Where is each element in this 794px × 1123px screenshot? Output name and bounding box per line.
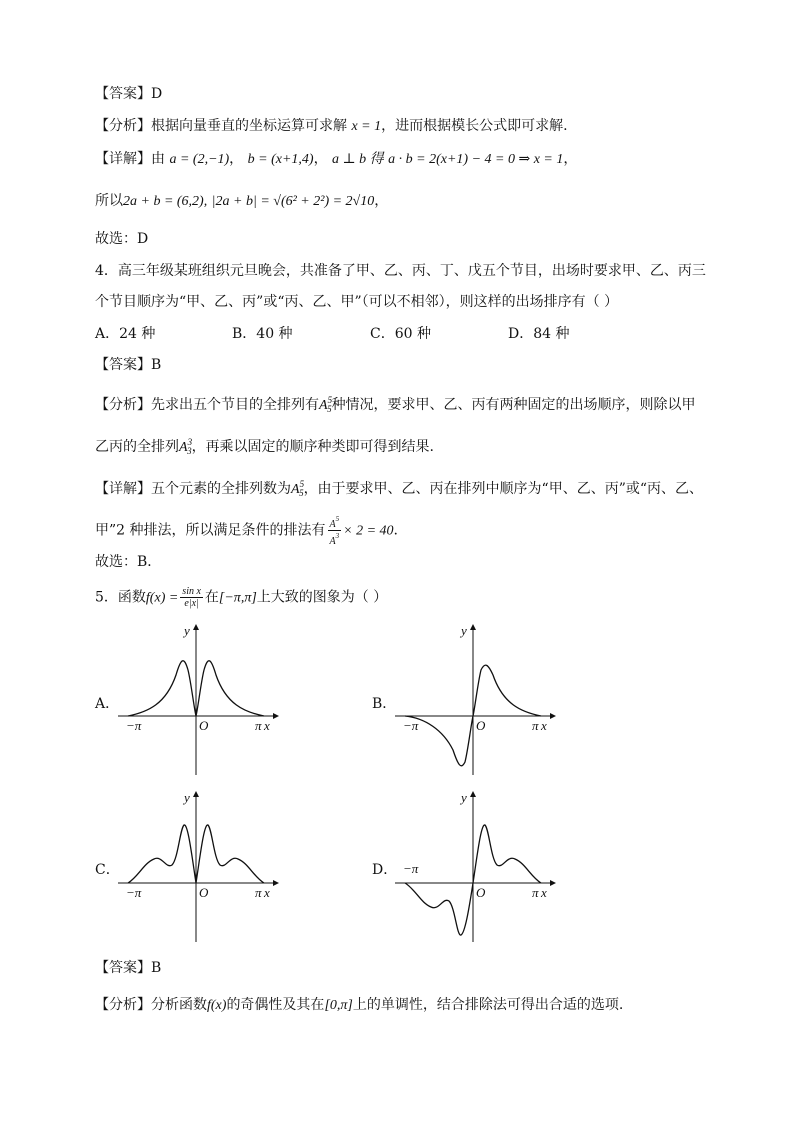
q4-detail-line-2: 甲”2 种排法，所以满足条件的排法有 $\frac{A^5}{A^3}$ × 2 = 40. bbox=[95, 515, 398, 547]
pi-label: π bbox=[255, 718, 262, 733]
graph-d bbox=[395, 787, 565, 951]
y-label: y bbox=[184, 623, 190, 638]
pi-label: π bbox=[532, 885, 539, 900]
graph-c bbox=[118, 787, 288, 951]
neg-pi-label: −π bbox=[126, 718, 142, 733]
origin-label: O bbox=[476, 718, 486, 733]
vector-a-definition: a = (2,−1) bbox=[169, 152, 230, 167]
q5-stem-text-2: 在 bbox=[204, 589, 219, 606]
x-label: x bbox=[264, 718, 270, 733]
analysis-text: 根据向量垂直的坐标运算可求解 bbox=[151, 118, 347, 134]
detail-text: 由 bbox=[151, 151, 165, 167]
q4-option-d: D．84 种 bbox=[508, 326, 570, 342]
q4-detail-line-1 bbox=[95, 474, 703, 503]
q3-detail-line: 【详解】由 a = (2,−1)， b = (x+1,4)， a ⊥ b 得 a · b = 2(x+1) − 4 = 0 ⇒ x = 1， bbox=[95, 151, 578, 167]
answer-tag: 【答案】 bbox=[95, 86, 151, 102]
analysis-text-2-end: ，再乘以固定的顺序种类即可得到结果. bbox=[191, 439, 435, 455]
q3-answer-line bbox=[95, 84, 162, 104]
answer-value: B bbox=[151, 960, 162, 976]
perm-fraction: $\frac{A^5}{A^3}$ bbox=[329, 515, 340, 547]
q5-analysis-line bbox=[95, 995, 623, 1016]
q5-stem-text: 5．函数 bbox=[95, 589, 146, 606]
detail-result: × 2 = 40 bbox=[343, 523, 394, 539]
q5-stem-text-3: 上大致的图象为（ ） bbox=[256, 589, 388, 606]
y-label: y bbox=[461, 623, 467, 638]
answer-tag: 【答案】 bbox=[95, 357, 151, 373]
graph-label-c: C． bbox=[95, 862, 120, 878]
neg-pi-label: −π bbox=[403, 718, 419, 733]
origin-label: O bbox=[199, 885, 209, 900]
analysis-text-3: 上的单调性，结合排除法可得出合适的选项. bbox=[352, 997, 624, 1013]
vector-b-definition: b = (x+1,4) bbox=[247, 152, 314, 167]
answer-value: D bbox=[151, 86, 163, 102]
analysis-tag: 【分析】 bbox=[95, 997, 151, 1013]
analysis-interval: [0,π] bbox=[324, 998, 353, 1013]
q4-option-a: A．24 种 bbox=[95, 326, 156, 342]
q3-conclusion: 故选：D bbox=[95, 231, 149, 247]
graph-b bbox=[395, 620, 565, 784]
detail-text: 五个元素的全排列数为 bbox=[151, 481, 291, 497]
q4-analysis-line-1 bbox=[95, 390, 696, 419]
function-fraction: $\frac{\text{sin x}}{e|x|}$ bbox=[182, 586, 201, 609]
analysis-tag: 【分析】 bbox=[95, 118, 151, 134]
graph-label-a: A． bbox=[95, 696, 120, 712]
modulus-text: 所以 bbox=[95, 193, 123, 209]
q4-conclusion: 故选：B． bbox=[95, 554, 162, 570]
answer-tag: 【答案】 bbox=[95, 960, 151, 976]
pi-label: π bbox=[532, 718, 539, 733]
detail-text-2: 甲”2 种排法，所以满足条件的排法有 bbox=[95, 522, 326, 539]
detail-tag: 【详解】 bbox=[95, 481, 151, 497]
neg-pi-label: −π bbox=[126, 885, 142, 900]
x-label: x bbox=[541, 718, 547, 733]
dot-product-equation: a · b = 2(x+1) − 4 = 0 ⇒ x = 1 bbox=[388, 152, 564, 167]
origin-label: O bbox=[476, 885, 486, 900]
y-label: y bbox=[461, 790, 467, 805]
q4-option-b: B．40 种 bbox=[232, 326, 293, 342]
q4-stem-line-2: 个节目顺序为“甲、乙、丙”或“丙、乙、甲”（可以不相邻），则这样的出场排序有（ ） bbox=[95, 294, 619, 310]
sum-vector: 2a + b = (6,2), bbox=[123, 194, 208, 209]
y-label: y bbox=[184, 790, 190, 805]
function-name: f(x) = bbox=[145, 590, 179, 606]
q4-option-c: C．60 种 bbox=[370, 326, 431, 342]
analysis-equation: x = 1 bbox=[351, 119, 382, 134]
q3-modulus-line: 所以2a + b = (6,2), |2a + b| = √(6² + 2²) = 2√10， bbox=[95, 193, 389, 209]
answer-value: B bbox=[151, 357, 162, 373]
x-label: x bbox=[264, 885, 270, 900]
q5-stem bbox=[95, 586, 387, 609]
modulus-equation: |2a + b| = √(6² + 2²) = 2√10 bbox=[211, 194, 375, 209]
analysis-text-2: 乙丙的全排列 bbox=[95, 439, 179, 455]
graph-a bbox=[118, 620, 288, 784]
analysis-text-end: ，进而根据模长公式即可求解. bbox=[381, 118, 568, 134]
perm-a33: $A^3_3$ bbox=[179, 437, 193, 456]
perpendicular-condition: a ⊥ b 得 bbox=[332, 152, 384, 167]
detail-tag: 【详解】 bbox=[95, 151, 151, 167]
graph-label-b: B． bbox=[372, 696, 397, 712]
analysis-tag: 【分析】 bbox=[95, 397, 151, 413]
analysis-text-cont: 种情况，要求甲、乙、丙有两种固定的出场顺序，则除以甲 bbox=[331, 397, 696, 413]
neg-pi-label: −π bbox=[403, 861, 419, 876]
q4-stem-line-1: 4．高三年级某班组织元旦晚会，共准备了甲、乙、丙、丁、戊五个节目，出场时要求甲、乙、丙三 bbox=[95, 263, 706, 279]
detail-text-cont: ，由于要求甲、乙、丙在排列中顺序为“甲、乙、丙”或“丙、乙、 bbox=[303, 481, 704, 497]
analysis-text-2: 的奇偶性及其在 bbox=[226, 997, 325, 1013]
perm-a55-detail: $A^5_5$ bbox=[291, 479, 305, 498]
analysis-text: 分析函数 bbox=[151, 997, 207, 1013]
q5-answer-line bbox=[95, 958, 161, 978]
graph-label-d: D． bbox=[372, 862, 398, 878]
analysis-function: f(x) bbox=[207, 998, 227, 1013]
x-label: x bbox=[541, 885, 547, 900]
interval: [−π,π] bbox=[218, 590, 257, 606]
perm-a55: $A^5_5$ bbox=[319, 395, 333, 414]
analysis-text: 先求出五个节目的全排列有 bbox=[151, 397, 319, 413]
q4-answer-line bbox=[95, 355, 161, 375]
origin-label: O bbox=[199, 718, 209, 733]
q3-analysis-line bbox=[95, 116, 568, 137]
q4-analysis-line-2 bbox=[95, 432, 434, 461]
pi-label: π bbox=[255, 885, 262, 900]
